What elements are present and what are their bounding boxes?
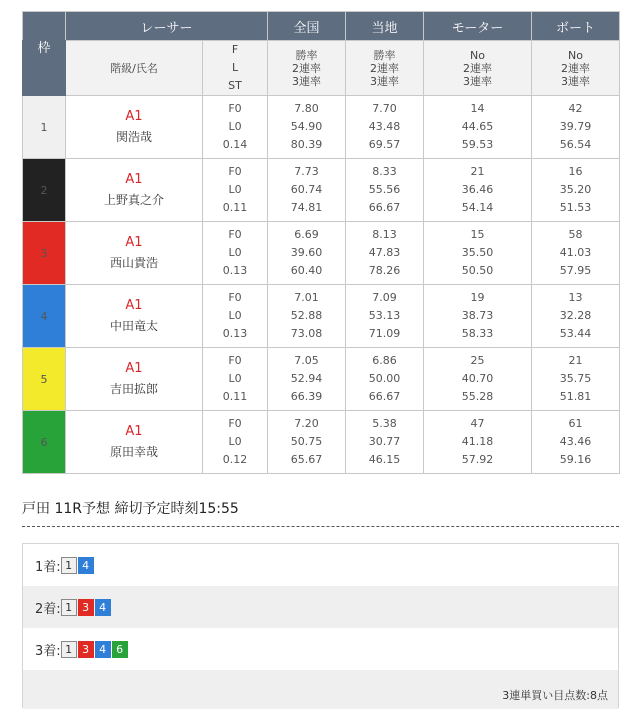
- boat-chip: 1: [61, 599, 77, 616]
- touchi-values: 7.09 53.13 71.09: [346, 285, 424, 348]
- motor-values: 25 40.70 55.28: [424, 348, 532, 411]
- racer-header: レーサー: [66, 12, 268, 41]
- racer-grade: A1: [125, 361, 143, 376]
- racer-table: [22, 11, 620, 474]
- fls-values: F0 L0 0.11: [203, 348, 268, 411]
- boat-chip: 4: [78, 557, 94, 574]
- waku-number: 5: [23, 348, 66, 411]
- boat-values: 61 43.46 59.16: [532, 411, 620, 474]
- motor-values: 47 41.18 57.92: [424, 411, 532, 474]
- waku-number: 4: [23, 285, 66, 348]
- motor-header: モーター: [424, 12, 532, 41]
- prediction-row: [23, 544, 618, 586]
- boat-chip: 3: [78, 641, 94, 658]
- racer-row: [23, 348, 620, 411]
- boat-values: 21 35.75 51.81: [532, 348, 620, 411]
- motor-values: 21 36.46 54.14: [424, 159, 532, 222]
- racer-cell: [66, 96, 203, 159]
- boat-chip: 4: [95, 641, 111, 658]
- touchi-values: 8.33 55.56 66.67: [346, 159, 424, 222]
- touchi-values: 5.38 30.77 46.15: [346, 411, 424, 474]
- fls-values: F0 L0 0.12: [203, 411, 268, 474]
- racer-name: 上野真之介: [103, 193, 164, 207]
- zenkoku-values: 7.73 60.74 74.81: [268, 159, 346, 222]
- racer-name: 関浩哉: [115, 130, 152, 144]
- waku-header: [23, 12, 66, 41]
- prediction-row: [23, 628, 618, 670]
- racer-name: 中田竜太: [109, 319, 158, 333]
- racer-grade: A1: [125, 172, 143, 187]
- racer-name: 西山貴浩: [109, 256, 158, 270]
- motor-values: 19 38.73 58.33: [424, 285, 532, 348]
- racer-grade: A1: [125, 235, 143, 250]
- fls-header: F L ST: [203, 41, 268, 96]
- racer-row: [23, 285, 620, 348]
- boat-chip: 6: [112, 641, 128, 658]
- place-label: 1着:: [35, 559, 61, 575]
- racer-row: [23, 222, 620, 285]
- zenkoku-values: 7.20 50.75 65.67: [268, 411, 346, 474]
- motor-values: 15 35.50 50.50: [424, 222, 532, 285]
- bet-count: 3連単買い目点数:8点: [502, 689, 608, 702]
- place-label: 3着:: [35, 643, 61, 659]
- motor-sub-header: No 2連率 3連率: [424, 41, 532, 96]
- zenkoku-header: 全国: [268, 12, 346, 41]
- racer-cell: [66, 222, 203, 285]
- motor-values: 14 44.65 59.53: [424, 96, 532, 159]
- prediction-row: [23, 586, 618, 628]
- fls-values: F0 L0 0.14: [203, 96, 268, 159]
- touchi-values: 8.13 47.83 78.26: [346, 222, 424, 285]
- boat-values: 58 41.03 57.95: [532, 222, 620, 285]
- place-label: 2着:: [35, 601, 61, 617]
- waku-number: 1: [23, 96, 66, 159]
- prediction-title: 戸田 11R予想 締切予定時刻15:55: [22, 498, 619, 527]
- zenkoku-values: 6.69 39.60 60.40: [268, 222, 346, 285]
- fls-values: F0 L0 0.11: [203, 159, 268, 222]
- racer-cell: [66, 285, 203, 348]
- zenkoku-sub-header: 勝率 2連率 3連率: [268, 41, 346, 96]
- boat-sub-header: No 2連率 3連率: [532, 41, 620, 96]
- racer-name: 吉田拡郎: [109, 382, 158, 396]
- racer-name: 原田幸哉: [109, 445, 158, 459]
- racer-row: [23, 96, 620, 159]
- zenkoku-values: 7.80 54.90 80.39: [268, 96, 346, 159]
- waku-number: 3: [23, 222, 66, 285]
- touchi-values: 6.86 50.00 66.67: [346, 348, 424, 411]
- zenkoku-values: 7.01 52.88 73.08: [268, 285, 346, 348]
- waku-number: 6: [23, 411, 66, 474]
- boat-values: 42 39.79 56.54: [532, 96, 620, 159]
- boat-header: ボート: [532, 12, 620, 41]
- racer-row: [23, 411, 620, 474]
- waku-number: 2: [23, 159, 66, 222]
- waku-header-label: 枠: [23, 41, 66, 96]
- fls-values: F0 L0 0.13: [203, 222, 268, 285]
- boat-chip: 4: [95, 599, 111, 616]
- prediction-footer: [23, 670, 618, 709]
- racer-grade: A1: [125, 109, 143, 124]
- boat-chip: 3: [78, 599, 94, 616]
- prediction-box: [22, 543, 619, 708]
- racer-row: [23, 159, 620, 222]
- racer-cell: [66, 411, 203, 474]
- boat-values: 16 35.20 51.53: [532, 159, 620, 222]
- boat-values: 13 32.28 53.44: [532, 285, 620, 348]
- fls-values: F0 L0 0.13: [203, 285, 268, 348]
- grade-name-header: 階級/氏名: [66, 41, 203, 96]
- racer-grade: A1: [125, 424, 143, 439]
- boat-chip: 1: [61, 641, 77, 658]
- touchi-header: 当地: [346, 12, 424, 41]
- racer-cell: [66, 159, 203, 222]
- boat-chip: 1: [61, 557, 77, 574]
- touchi-sub-header: 勝率 2連率 3連率: [346, 41, 424, 96]
- touchi-values: 7.70 43.48 69.57: [346, 96, 424, 159]
- racer-cell: [66, 348, 203, 411]
- zenkoku-values: 7.05 52.94 66.39: [268, 348, 346, 411]
- racer-grade: A1: [125, 298, 143, 313]
